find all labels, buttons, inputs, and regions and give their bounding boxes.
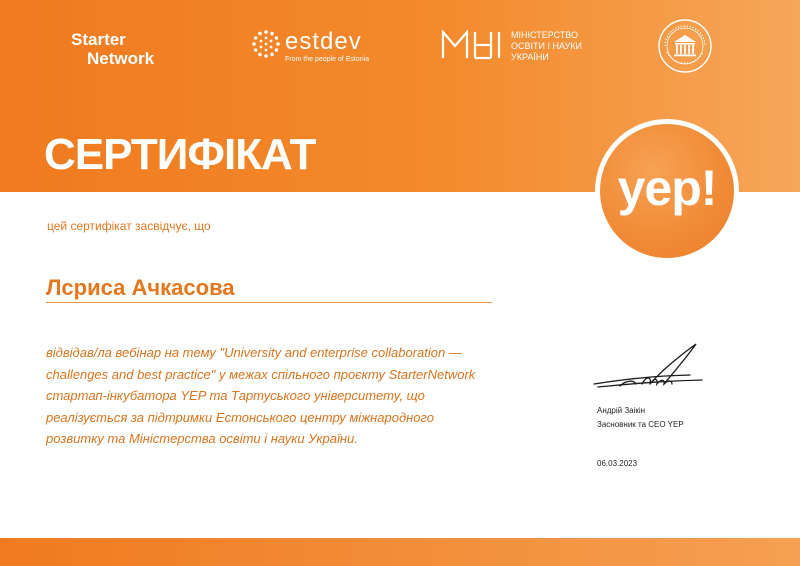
ministry-line1: МІНІСТЕРСТВО xyxy=(511,30,579,40)
ministry-line2: ОСВІТИ І НАУКИ xyxy=(511,41,583,51)
starter-network-logo xyxy=(71,30,154,68)
estdev-tagline: From the people of Estonia xyxy=(285,56,370,63)
university-seal-icon xyxy=(657,18,713,74)
certificate-body xyxy=(46,342,506,450)
starter-logo-line2: Network xyxy=(87,49,155,68)
estdev-logo xyxy=(251,27,386,67)
body-line: розвитку та Міністерства освіти і науки України. xyxy=(46,431,358,446)
ministry-line3: УКРАЇНИ xyxy=(511,52,549,62)
recipient-name: Лсриса Ачкасова xyxy=(46,275,235,300)
starter-logo-line1: Starter xyxy=(71,30,126,49)
yep-badge xyxy=(595,119,739,263)
name-underline xyxy=(46,302,492,303)
estdev-wordmark: estdev xyxy=(285,28,362,55)
intro-text: цей сертифікат засвідчує, що xyxy=(47,219,211,233)
yep-badge-text: yep! xyxy=(617,160,717,216)
body-line: challenges and best practice" у межах спільного проєкту StarterNetwork xyxy=(46,366,476,382)
body-line: стартап-інкубатора YEP та Тартуського університету, що xyxy=(46,388,425,403)
tartu-university-seal xyxy=(657,18,713,79)
signer-role: Засновник та CEO YEP xyxy=(597,420,684,429)
body-line: відвідав/ла вебінар на тему "University and enterprise collaboration — xyxy=(46,345,462,360)
body-line: реалізується за підтримки Естонського центру міжнародного xyxy=(46,409,435,425)
signature-scribble-icon xyxy=(590,340,710,400)
certificate-date: 06.03.2023 xyxy=(597,459,638,468)
certificate-title: СЕРТИФІКАТ xyxy=(44,130,316,179)
signature xyxy=(590,340,710,405)
ministry-mark-icon xyxy=(441,30,505,60)
footer-band xyxy=(0,538,800,566)
signer-name: Андрій Заікін xyxy=(597,406,646,415)
estdev-dots-icon xyxy=(251,29,281,59)
